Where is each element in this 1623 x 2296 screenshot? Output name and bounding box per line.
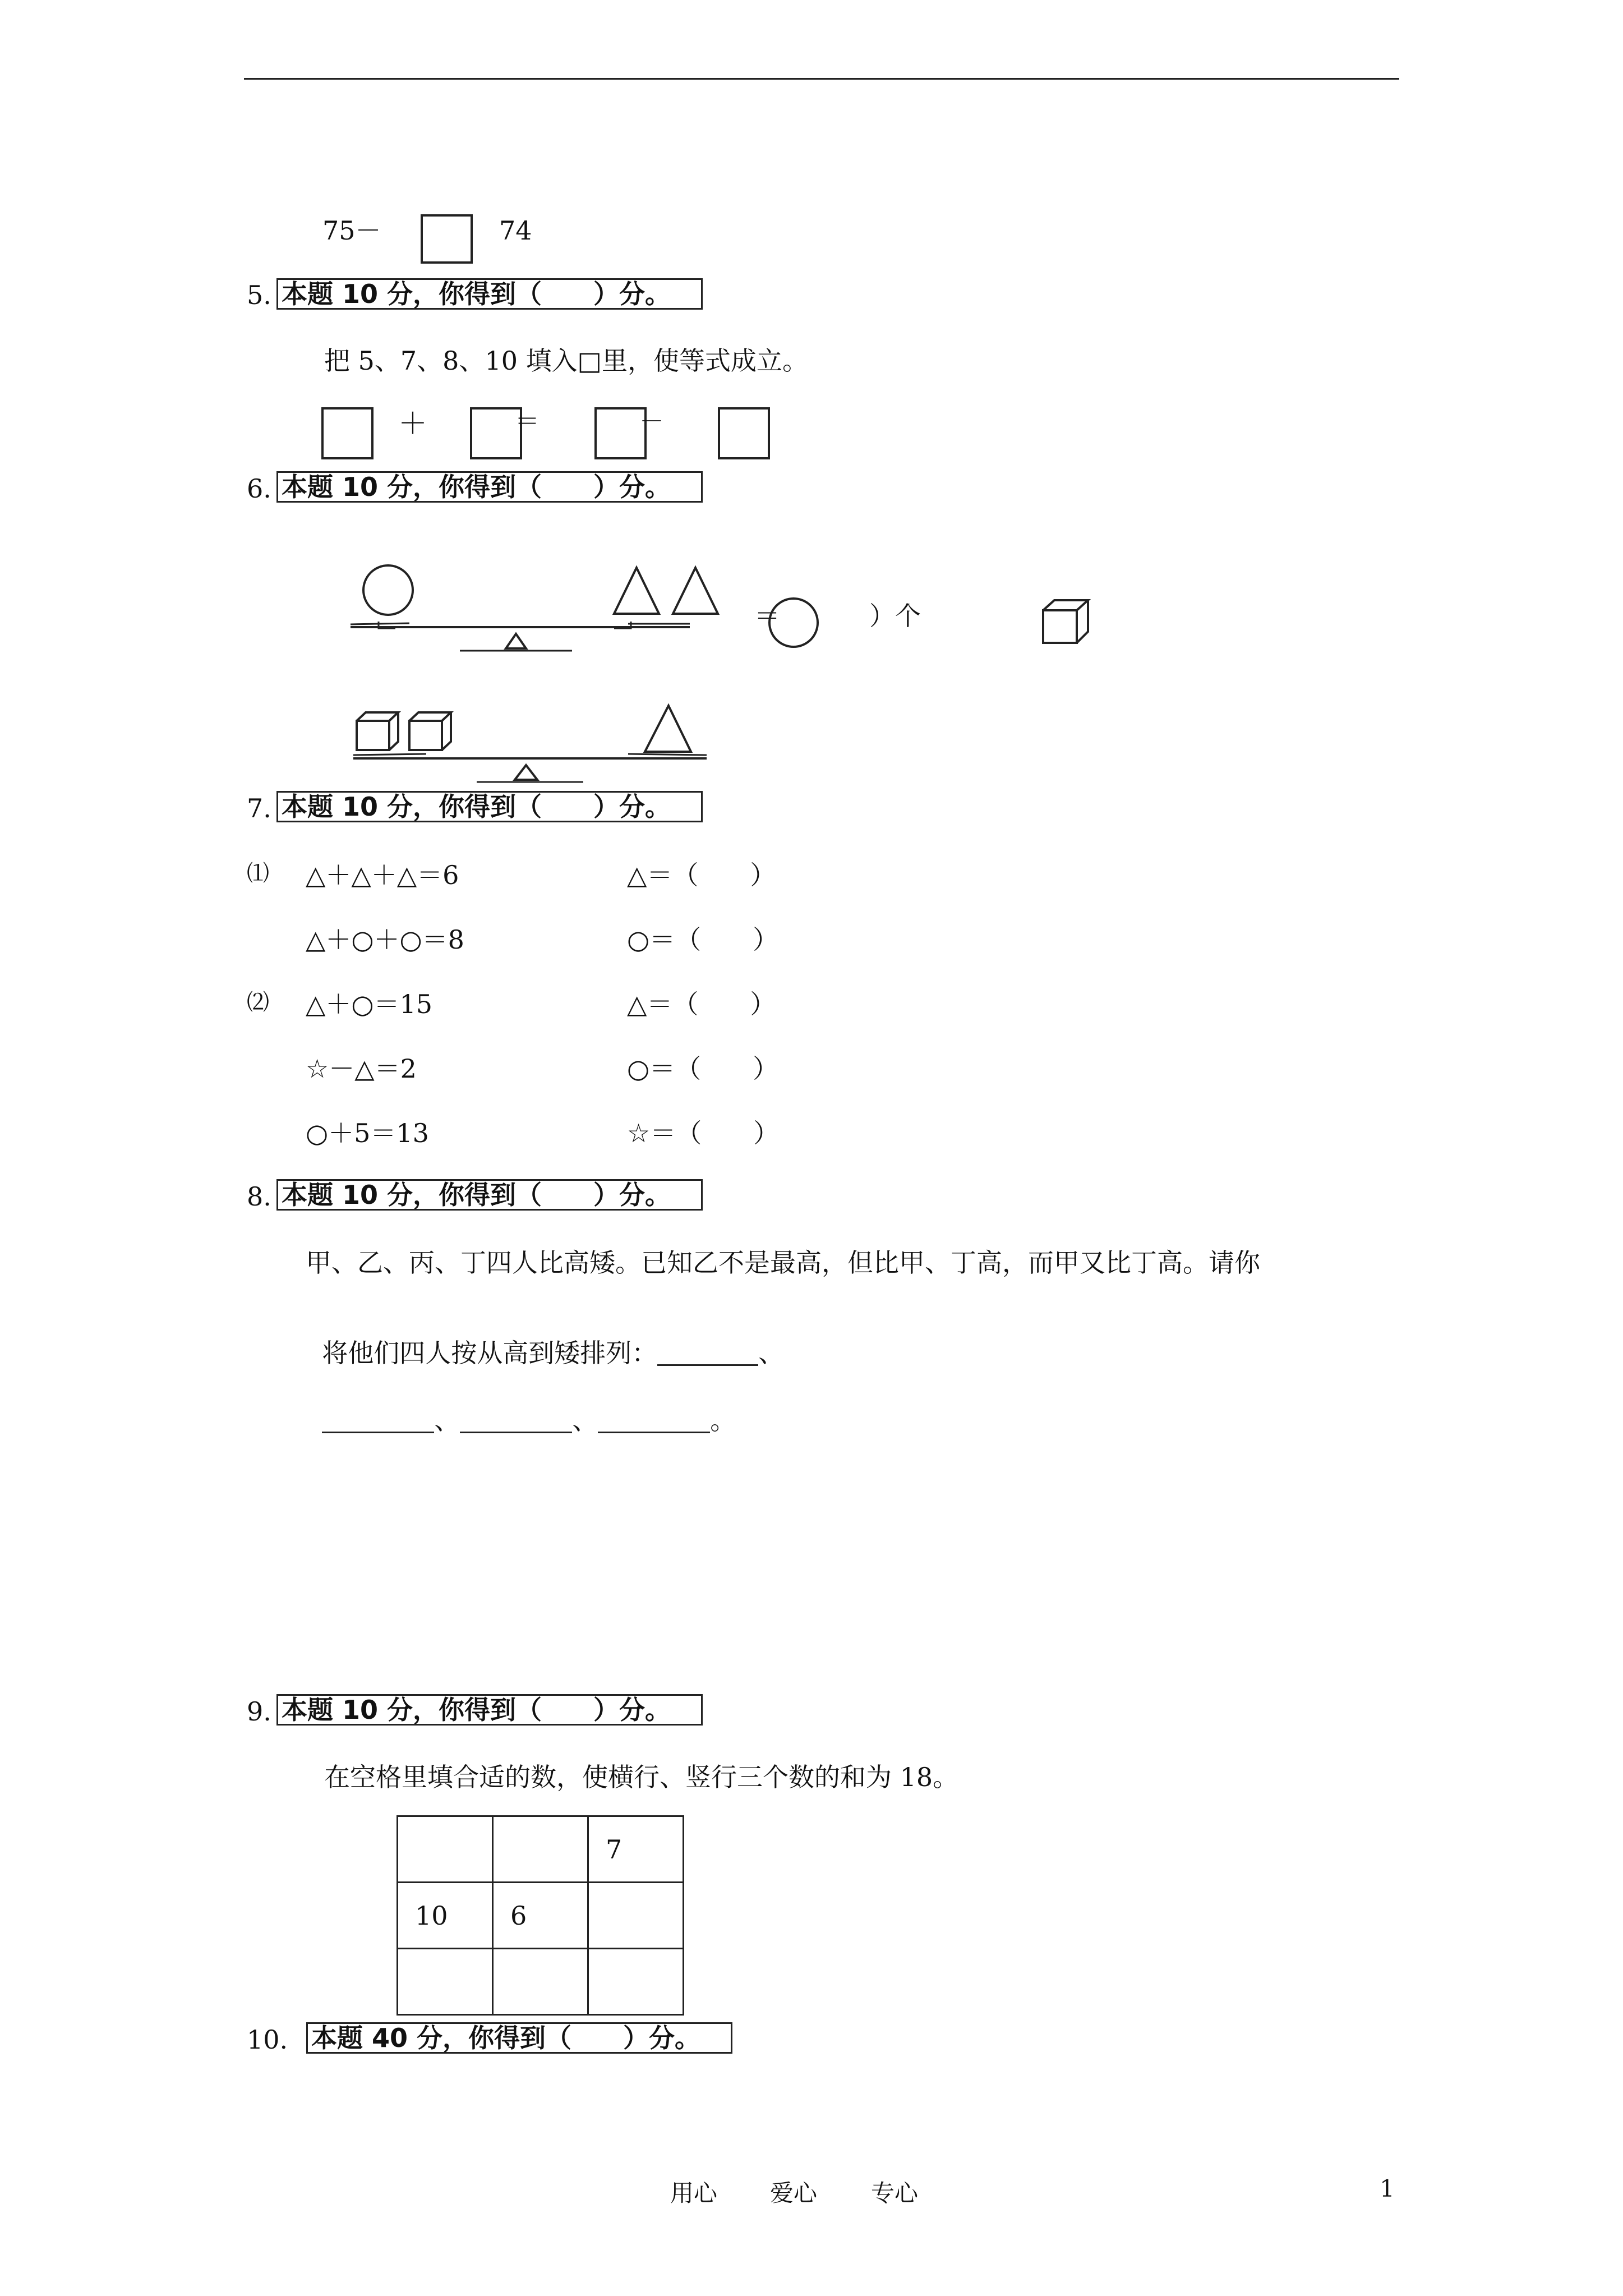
fulcrum-icon (506, 634, 526, 648)
q7-row3-label: ⑵ (247, 990, 269, 1015)
q6-answer-tail: ）个 (869, 601, 921, 631)
q8-answer-line (306, 1382, 736, 1433)
cube-icon (357, 712, 398, 750)
footer-text-3: 专心 (871, 2179, 919, 2207)
q7-row1-equation: △＋△＋△＝6 (306, 860, 459, 890)
q8-score-box: 本题 10 分，你得到（ ）分。 (276, 1179, 703, 1211)
q4-left-text: 75－ (322, 215, 381, 246)
cube-icon (1038, 595, 1094, 651)
q4-answer-box[interactable] (421, 214, 473, 264)
grid-row (398, 1949, 684, 2015)
q7-row5-equation: ○＋5＝13 (306, 1118, 429, 1148)
q8-blank-1[interactable] (657, 1343, 758, 1366)
q5-plus: ＋ (398, 407, 428, 441)
footer-text-2: 爱心 (770, 2179, 818, 2207)
q10-score-box: 本题 40 分，你得到（ ）分。 (306, 2022, 732, 2054)
q7-row3-equation: △＋○＝15 (306, 989, 433, 1019)
q5-box-4[interactable] (718, 407, 770, 459)
circle-icon (363, 565, 413, 615)
grid-cell[interactable] (588, 1949, 684, 2015)
q7-row1-answer[interactable]: △＝（ ） (627, 860, 776, 890)
q7-row1-label: ⑴ (247, 861, 269, 886)
q5-instruction: 把 5、7、8、10 填入□里，使等式成立。 (324, 346, 809, 376)
q8-blank-2[interactable] (322, 1410, 434, 1433)
grid-cell[interactable] (398, 1816, 493, 1883)
page-number: 1 (1380, 2175, 1395, 2202)
q9-score-box: 本题 10 分，你得到（ ）分。 (276, 1694, 703, 1726)
q7-row2-equation: △＋○＋○＝8 (306, 924, 464, 955)
q7-row4-equation: ☆－△＝2 (306, 1053, 417, 1084)
circle-icon (766, 595, 822, 651)
q5-score-box: 本题 10 分，你得到（ ）分。 (276, 278, 703, 310)
q8-problem-line2-text: 将他们四人按从高到矮排列： (322, 1338, 658, 1368)
q6-number: 6. (247, 473, 271, 504)
footer-text-1: 用心 (670, 2179, 718, 2207)
triangle-icon (645, 706, 691, 752)
q9-instruction: 在空格里填合适的数，使横行、竖行三个数的和为 18。 (324, 1762, 959, 1792)
grid-cell: 6 (493, 1883, 588, 1949)
q7-number: 7. (247, 793, 271, 823)
balance-scale-2 (348, 696, 718, 797)
triangle-icon (673, 568, 718, 614)
grid-cell[interactable] (493, 1816, 588, 1883)
q8-separator: 、 (572, 1405, 598, 1435)
grid-cell[interactable] (493, 1949, 588, 2015)
q8-separator: 、 (758, 1338, 785, 1368)
q6-score-box: 本题 10 分，你得到（ ）分。 (276, 471, 703, 503)
grid-row (398, 1816, 684, 1883)
grid-cell: 7 (588, 1816, 684, 1883)
q8-blank-4[interactable] (598, 1410, 710, 1433)
q8-problem-line1: 甲、乙、丙、丁四人比高矮。已知乙不是最高，但比甲、丁高，而甲又比丁高。请你 (306, 1248, 1260, 1278)
grid-cell: 10 (398, 1883, 493, 1949)
q8-end-mark: 。 (710, 1405, 736, 1435)
q5-minus: － (639, 407, 664, 436)
grid-row (398, 1883, 684, 1949)
q8-number: 8. (247, 1181, 271, 1212)
q8-blank-3[interactable] (460, 1410, 572, 1433)
q5-equals: ＝ (515, 407, 540, 436)
q5-number: 5. (247, 280, 271, 310)
q8-separator: 、 (434, 1405, 460, 1435)
q7-score-box: 本题 10 分，你得到（ ）分。 (276, 791, 703, 822)
cube-icon (409, 712, 451, 750)
q7-row4-answer[interactable]: ○＝（ ） (627, 1053, 779, 1084)
q5-box-1[interactable] (321, 407, 374, 459)
q7-row2-answer[interactable]: ○＝（ ） (627, 924, 779, 955)
balance-scale-1 (336, 555, 729, 662)
q4-right-text: 74 (499, 215, 532, 246)
q6-equals: ＝ (754, 601, 780, 631)
q9-number: 9. (247, 1696, 271, 1727)
q8-problem-line2 (306, 1314, 784, 1366)
triangle-icon (614, 568, 659, 614)
q7-row5-answer[interactable]: ☆＝（ ） (627, 1118, 780, 1148)
grid-cell[interactable] (398, 1949, 493, 2015)
grid-cell[interactable] (588, 1883, 684, 1949)
fulcrum-icon (515, 765, 537, 780)
q10-number: 10. (247, 2024, 288, 2055)
q9-number-grid (396, 1815, 684, 2016)
header-rule (244, 78, 1399, 80)
q7-row3-answer[interactable]: △＝（ ） (627, 989, 776, 1019)
